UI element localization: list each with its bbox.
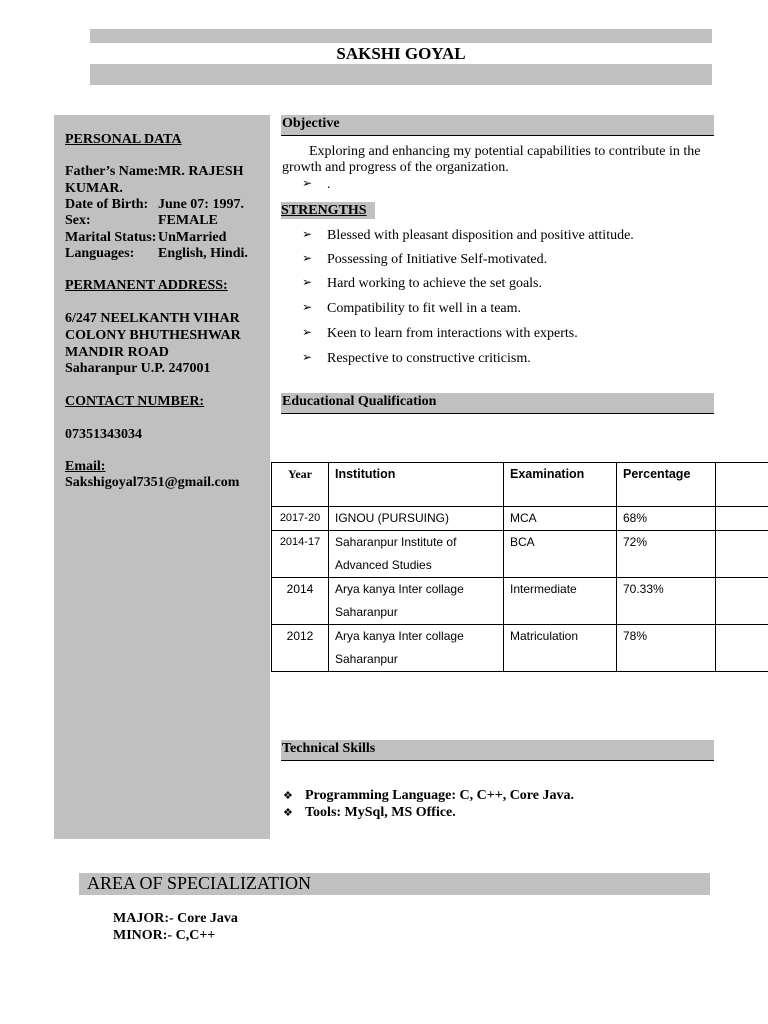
- education-table: [271, 462, 768, 672]
- table-row: [272, 507, 768, 531]
- cell-year: 2014-17: [272, 531, 329, 578]
- cell-empty: [716, 507, 768, 531]
- marital-row: [65, 230, 265, 247]
- arrow-bullet-icon: ➢: [302, 300, 313, 314]
- objective-bullet-text: .: [327, 177, 331, 192]
- father-name-value: MR. RAJESH: [158, 164, 244, 179]
- skill-text: Tools: MySql, MS Office.: [305, 805, 456, 820]
- arrow-bullet-icon: ➢: [302, 325, 313, 339]
- cell-institution: [329, 578, 504, 625]
- specialization-heading: AREA OF SPECIALIZATION: [87, 873, 312, 893]
- father-name-row: [65, 164, 265, 181]
- objective-header: [281, 115, 714, 136]
- cell-empty: [716, 578, 768, 625]
- dob-row: [65, 197, 265, 214]
- objective-line-1: Exploring and enhancing my potential capabilities to contribute in the: [309, 144, 701, 159]
- arrow-bullet-icon: ➢: [302, 176, 313, 190]
- table-row: [272, 531, 768, 578]
- cell-percentage: 78%: [617, 625, 716, 672]
- skills-header: [281, 740, 714, 761]
- languages-row: [65, 246, 265, 263]
- specialization-minor: MINOR:- C,C++: [113, 928, 216, 943]
- skills-heading: Technical Skills: [282, 741, 376, 756]
- arrow-bullet-icon: ➢: [302, 251, 313, 265]
- objective-heading: Objective: [282, 116, 340, 131]
- objective-line-2: growth and progress of the organization.: [282, 160, 509, 175]
- table-row: [272, 625, 768, 672]
- address-heading: PERMANENT ADDRESS:: [65, 278, 228, 293]
- email-value[interactable]: Sakshigoyal7351@gmail.com: [65, 475, 240, 490]
- marital-value: UnMarried: [158, 230, 227, 245]
- cell-institution: [329, 507, 504, 531]
- col-year: Year: [272, 463, 329, 507]
- candidate-name: SAKSHI GOYAL: [336, 44, 466, 63]
- dob-label: Date of Birth:: [65, 197, 149, 212]
- strength-text: Hard working to achieve the set goals.: [327, 276, 542, 291]
- strength-text: Compatibility to fit well in a team.: [327, 301, 522, 316]
- specialization-header: [79, 873, 710, 895]
- arrow-bullet-icon: ➢: [302, 227, 313, 241]
- strength-text: Possessing of Initiative Self-motivated.: [327, 252, 548, 267]
- cell-percentage: 72%: [617, 531, 716, 578]
- col-empty: [716, 463, 768, 507]
- cell-institution: [329, 531, 504, 578]
- address-line-2: COLONY BHUTHESHWAR: [65, 328, 241, 343]
- address-line-1: 6/247 NEELKANTH VIHAR: [65, 311, 240, 326]
- cell-year: 2012: [272, 625, 329, 672]
- strengths-heading: STRENGTHS: [281, 202, 375, 219]
- col-percentage: Percentage: [617, 463, 716, 507]
- institution-line: Saharanpur: [335, 605, 398, 619]
- cell-empty: [716, 531, 768, 578]
- institution-line: Arya kanya Inter collage: [335, 582, 464, 596]
- strength-text: Respective to constructive criticism.: [327, 351, 531, 366]
- table-row: [272, 578, 768, 625]
- cell-examination: Matriculation: [504, 625, 617, 672]
- specialization-major: MAJOR:- Core Java: [113, 911, 238, 926]
- arrow-bullet-icon: ➢: [302, 350, 313, 364]
- institution-line: Saharanpur Institute of: [335, 535, 457, 549]
- institution-line: Saharanpur: [335, 652, 398, 666]
- sex-value: FEMALE: [158, 213, 218, 228]
- cell-percentage: 70.33%: [617, 578, 716, 625]
- dob-value: June 07: 1997.: [158, 197, 244, 212]
- cell-examination: Intermediate: [504, 578, 617, 625]
- languages-label: Languages:: [65, 246, 135, 261]
- institution-line: Arya kanya Inter collage: [335, 629, 464, 643]
- education-header: [281, 393, 714, 414]
- cell-examination: MCA: [504, 507, 617, 531]
- personal-data-heading: PERSONAL DATA: [65, 132, 182, 147]
- cell-year: 2014: [272, 578, 329, 625]
- header-band-top: [90, 29, 712, 43]
- father-name-cont: KUMAR.: [65, 181, 123, 196]
- institution-line: IGNOU (PURSUING): [335, 511, 449, 525]
- skill-text: Programming Language: C, C++, Core Java.: [305, 788, 574, 803]
- languages-value: English, Hindi.: [158, 246, 248, 261]
- cell-empty: [716, 625, 768, 672]
- father-name-label: Father’s Name:: [65, 164, 159, 179]
- education-heading: Educational Qualification: [282, 394, 437, 409]
- cell-percentage: 68%: [617, 507, 716, 531]
- sex-row: [65, 213, 265, 230]
- sex-label: Sex:: [65, 213, 91, 228]
- cell-year: 2017-20: [272, 507, 329, 531]
- arrow-bullet-icon: ➢: [302, 275, 313, 289]
- address-line-4: Saharanpur U.P. 247001: [65, 361, 211, 376]
- strength-text: Keen to learn from interactions with experts.: [327, 326, 578, 341]
- address-line-3: MANDIR ROAD: [65, 345, 169, 360]
- institution-line: Advanced Studies: [335, 558, 432, 572]
- contact-heading: CONTACT NUMBER:: [65, 394, 205, 409]
- diamond-bullet-icon: ❖: [283, 806, 293, 819]
- strength-text: Blessed with pleasant disposition and positive attitude.: [327, 228, 634, 243]
- header-band-bottom: [90, 64, 712, 85]
- diamond-bullet-icon: ❖: [283, 789, 293, 802]
- col-examination: Examination: [504, 463, 617, 507]
- marital-label: Marital Status:: [65, 230, 157, 245]
- contact-number: 07351343034: [65, 427, 142, 442]
- cell-institution: [329, 625, 504, 672]
- table-header-row: [272, 463, 768, 507]
- col-institution: Institution: [329, 463, 504, 507]
- cell-examination: BCA: [504, 531, 617, 578]
- email-heading: Email:: [65, 459, 106, 474]
